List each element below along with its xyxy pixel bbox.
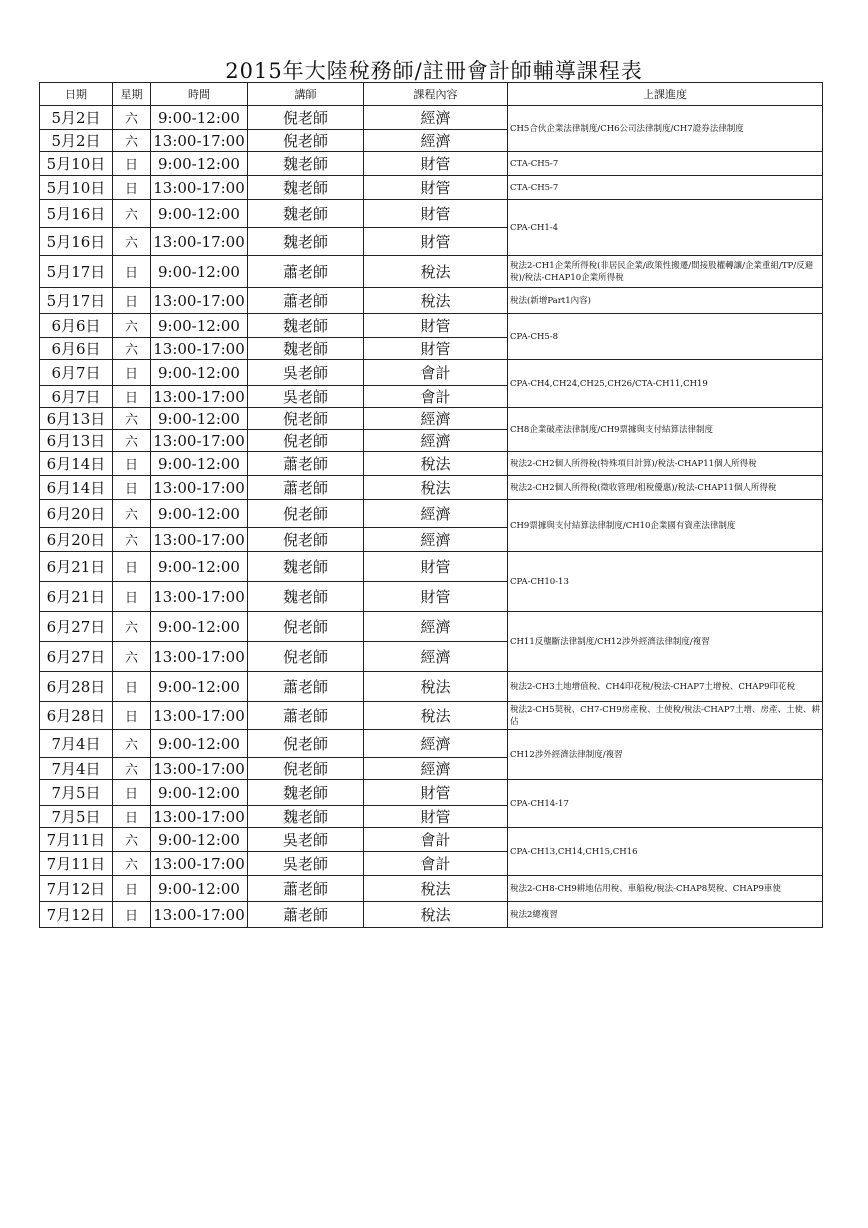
header-date: 日期 xyxy=(40,83,113,106)
time-cell: 9:00-12:00 xyxy=(151,672,248,702)
weekday-cell: 六 xyxy=(113,852,151,876)
date-cell: 5月10日 xyxy=(40,152,113,176)
time-cell: 13:00-17:00 xyxy=(151,130,248,152)
table-row xyxy=(40,106,823,130)
weekday-cell: 日 xyxy=(113,702,151,730)
weekday-cell: 日 xyxy=(113,876,151,902)
teacher-cell: 蕭老師 xyxy=(248,902,364,928)
date-cell: 6月6日 xyxy=(40,314,113,338)
time-cell: 9:00-12:00 xyxy=(151,780,248,806)
date-cell: 6月27日 xyxy=(40,642,113,672)
weekday-cell: 日 xyxy=(113,780,151,806)
header-time: 時間 xyxy=(151,83,248,106)
weekday-cell: 日 xyxy=(113,902,151,928)
date-cell: 5月2日 xyxy=(40,130,113,152)
weekday-cell: 六 xyxy=(113,314,151,338)
schedule-table xyxy=(39,82,823,928)
progress-cell: 稅法2-CH2個人所得稅(徵收管理/租稅優惠)/稅法-CHAP11個人所得稅 xyxy=(508,476,823,500)
time-cell: 9:00-12:00 xyxy=(151,552,248,582)
progress-cell: 稅法2-CH2個人所得稅(特殊項目計算)/稅法-CHAP11個人所得稅 xyxy=(508,452,823,476)
date-cell: 6月14日 xyxy=(40,452,113,476)
teacher-cell: 蕭老師 xyxy=(248,476,364,500)
teacher-cell: 倪老師 xyxy=(248,528,364,552)
course-cell: 稅法 xyxy=(364,288,508,314)
weekday-cell: 六 xyxy=(113,200,151,228)
course-cell: 財管 xyxy=(364,228,508,256)
course-cell: 會計 xyxy=(364,360,508,386)
time-cell: 9:00-12:00 xyxy=(151,452,248,476)
time-cell: 13:00-17:00 xyxy=(151,582,248,612)
teacher-cell: 倪老師 xyxy=(248,106,364,130)
teacher-cell: 魏老師 xyxy=(248,176,364,200)
course-cell: 財管 xyxy=(364,314,508,338)
time-cell: 13:00-17:00 xyxy=(151,702,248,730)
teacher-cell: 吳老師 xyxy=(248,828,364,852)
time-cell: 9:00-12:00 xyxy=(151,256,248,288)
weekday-cell: 日 xyxy=(113,476,151,500)
table-row xyxy=(40,452,823,476)
weekday-cell: 六 xyxy=(113,528,151,552)
table-row xyxy=(40,876,823,902)
date-cell: 6月21日 xyxy=(40,552,113,582)
weekday-cell: 日 xyxy=(113,672,151,702)
teacher-cell: 蕭老師 xyxy=(248,256,364,288)
weekday-cell: 六 xyxy=(113,758,151,780)
progress-cell: 稅法2-CH5契稅、CH7-CH9房產稅、土使稅/稅法-CHAP7土增、房產、土使、耕佔 xyxy=(508,702,823,730)
course-cell: 經濟 xyxy=(364,106,508,130)
time-cell: 9:00-12:00 xyxy=(151,612,248,642)
weekday-cell: 日 xyxy=(113,360,151,386)
date-cell: 7月12日 xyxy=(40,876,113,902)
teacher-cell: 倪老師 xyxy=(248,758,364,780)
weekday-cell: 六 xyxy=(113,106,151,130)
date-cell: 7月5日 xyxy=(40,806,113,828)
progress-cell: CH8企業破產法律制度/CH9票據與支付結算法律制度 xyxy=(508,408,823,452)
time-cell: 9:00-12:00 xyxy=(151,876,248,902)
date-cell: 5月2日 xyxy=(40,106,113,130)
time-cell: 9:00-12:00 xyxy=(151,828,248,852)
course-cell: 經濟 xyxy=(364,430,508,452)
teacher-cell: 蕭老師 xyxy=(248,288,364,314)
course-cell: 稅法 xyxy=(364,876,508,902)
table-row xyxy=(40,780,823,806)
course-cell: 經濟 xyxy=(364,408,508,430)
table-row xyxy=(40,612,823,642)
weekday-cell: 日 xyxy=(113,452,151,476)
table-row xyxy=(40,476,823,500)
progress-cell: CPA-CH14-17 xyxy=(508,780,823,828)
table-row xyxy=(40,256,823,288)
weekday-cell: 日 xyxy=(113,288,151,314)
teacher-cell: 魏老師 xyxy=(248,200,364,228)
header-row xyxy=(40,83,823,106)
page-title: 2015年大陸稅務師/註冊會計師輔導課程表 xyxy=(225,59,643,83)
table-row xyxy=(40,288,823,314)
table-row xyxy=(40,672,823,702)
date-cell: 6月7日 xyxy=(40,386,113,408)
course-cell: 財管 xyxy=(364,152,508,176)
course-cell: 稅法 xyxy=(364,702,508,730)
teacher-cell: 蕭老師 xyxy=(248,876,364,902)
time-cell: 13:00-17:00 xyxy=(151,288,248,314)
weekday-cell: 日 xyxy=(113,552,151,582)
time-cell: 9:00-12:00 xyxy=(151,360,248,386)
date-cell: 5月17日 xyxy=(40,256,113,288)
weekday-cell: 六 xyxy=(113,612,151,642)
teacher-cell: 蕭老師 xyxy=(248,452,364,476)
date-cell: 6月14日 xyxy=(40,476,113,500)
date-cell: 6月7日 xyxy=(40,360,113,386)
progress-cell: 稅法2總複習 xyxy=(508,902,823,928)
time-cell: 13:00-17:00 xyxy=(151,176,248,200)
progress-cell: CH9票據與支付結算法律制度/CH10企業國有資產法律制度 xyxy=(508,500,823,552)
weekday-cell: 日 xyxy=(113,386,151,408)
progress-cell: CPA-CH4,CH24,CH25,CH26/CTA-CH11,CH19 xyxy=(508,360,823,408)
date-cell: 6月13日 xyxy=(40,430,113,452)
teacher-cell: 倪老師 xyxy=(248,730,364,758)
progress-cell: CH12涉外經濟法律制度/複習 xyxy=(508,730,823,780)
date-cell: 5月16日 xyxy=(40,228,113,256)
progress-cell: CTA-CH5-7 xyxy=(508,176,823,200)
time-cell: 9:00-12:00 xyxy=(151,152,248,176)
table-row xyxy=(40,152,823,176)
time-cell: 9:00-12:00 xyxy=(151,200,248,228)
course-cell: 財管 xyxy=(364,780,508,806)
course-cell: 會計 xyxy=(364,852,508,876)
date-cell: 6月20日 xyxy=(40,500,113,528)
teacher-cell: 倪老師 xyxy=(248,408,364,430)
progress-cell: CPA-CH13,CH14,CH15,CH16 xyxy=(508,828,823,876)
date-cell: 6月21日 xyxy=(40,582,113,612)
time-cell: 9:00-12:00 xyxy=(151,106,248,130)
teacher-cell: 倪老師 xyxy=(248,430,364,452)
progress-cell: 稅法2-CH1企業所得稅(非居民企業/政策性搬遷/間接股權轉讓/企業重組/TP/反避稅)/稅法-CHAP10企業所得稅 xyxy=(508,256,823,288)
course-cell: 經濟 xyxy=(364,730,508,758)
time-cell: 13:00-17:00 xyxy=(151,852,248,876)
course-cell: 稅法 xyxy=(364,452,508,476)
date-cell: 5月10日 xyxy=(40,176,113,200)
teacher-cell: 魏老師 xyxy=(248,228,364,256)
time-cell: 13:00-17:00 xyxy=(151,902,248,928)
time-cell: 13:00-17:00 xyxy=(151,758,248,780)
course-cell: 稅法 xyxy=(364,476,508,500)
date-cell: 6月6日 xyxy=(40,338,113,360)
progress-cell: 稅法2-CH8-CH9耕地佔用稅、車船稅/稅法-CHAP8契稅、CHAP9車使 xyxy=(508,876,823,902)
header-weekday: 星期 xyxy=(113,83,151,106)
weekday-cell: 日 xyxy=(113,256,151,288)
progress-cell: CH11反壟斷法律制度/CH12涉外經濟法律制度/複習 xyxy=(508,612,823,672)
progress-cell: CH5合伙企業法律制度/CH6公司法律制度/CH7證券法律制度 xyxy=(508,106,823,152)
weekday-cell: 六 xyxy=(113,338,151,360)
table-row xyxy=(40,730,823,758)
table-row xyxy=(40,408,823,430)
time-cell: 9:00-12:00 xyxy=(151,408,248,430)
course-cell: 財管 xyxy=(364,176,508,200)
date-cell: 6月28日 xyxy=(40,702,113,730)
course-cell: 稅法 xyxy=(364,902,508,928)
table-row xyxy=(40,314,823,338)
course-cell: 經濟 xyxy=(364,130,508,152)
weekday-cell: 六 xyxy=(113,130,151,152)
course-cell: 經濟 xyxy=(364,500,508,528)
date-cell: 7月4日 xyxy=(40,758,113,780)
date-cell: 7月12日 xyxy=(40,902,113,928)
teacher-cell: 魏老師 xyxy=(248,338,364,360)
date-cell: 7月11日 xyxy=(40,852,113,876)
weekday-cell: 六 xyxy=(113,828,151,852)
time-cell: 13:00-17:00 xyxy=(151,528,248,552)
teacher-cell: 吳老師 xyxy=(248,386,364,408)
table-row xyxy=(40,552,823,582)
progress-cell: CPA-CH10-13 xyxy=(508,552,823,612)
course-cell: 會計 xyxy=(364,386,508,408)
time-cell: 9:00-12:00 xyxy=(151,500,248,528)
date-cell: 6月28日 xyxy=(40,672,113,702)
weekday-cell: 日 xyxy=(113,152,151,176)
header-progress: 上課進度 xyxy=(508,83,823,106)
weekday-cell: 六 xyxy=(113,430,151,452)
time-cell: 13:00-17:00 xyxy=(151,386,248,408)
table-row xyxy=(40,702,823,730)
header-course: 課程內容 xyxy=(364,83,508,106)
teacher-cell: 蕭老師 xyxy=(248,702,364,730)
course-cell: 經濟 xyxy=(364,642,508,672)
time-cell: 13:00-17:00 xyxy=(151,642,248,672)
progress-cell: 稅法(新增Part1內容) xyxy=(508,288,823,314)
teacher-cell: 蕭老師 xyxy=(248,672,364,702)
date-cell: 6月27日 xyxy=(40,612,113,642)
course-cell: 財管 xyxy=(364,582,508,612)
course-cell: 經濟 xyxy=(364,528,508,552)
time-cell: 9:00-12:00 xyxy=(151,314,248,338)
date-cell: 7月4日 xyxy=(40,730,113,758)
date-cell: 6月20日 xyxy=(40,528,113,552)
teacher-cell: 倪老師 xyxy=(248,642,364,672)
table-row xyxy=(40,902,823,928)
teacher-cell: 魏老師 xyxy=(248,314,364,338)
teacher-cell: 倪老師 xyxy=(248,500,364,528)
date-cell: 5月16日 xyxy=(40,200,113,228)
course-cell: 稅法 xyxy=(364,672,508,702)
weekday-cell: 六 xyxy=(113,642,151,672)
progress-cell: CTA-CH5-7 xyxy=(508,152,823,176)
schedule-body xyxy=(40,106,823,928)
teacher-cell: 魏老師 xyxy=(248,552,364,582)
weekday-cell: 六 xyxy=(113,408,151,430)
weekday-cell: 六 xyxy=(113,228,151,256)
weekday-cell: 六 xyxy=(113,730,151,758)
weekday-cell: 日 xyxy=(113,806,151,828)
table-row xyxy=(40,360,823,386)
table-row xyxy=(40,500,823,528)
date-cell: 7月5日 xyxy=(40,780,113,806)
course-cell: 財管 xyxy=(364,552,508,582)
course-cell: 財管 xyxy=(364,806,508,828)
weekday-cell: 六 xyxy=(113,500,151,528)
course-cell: 會計 xyxy=(364,828,508,852)
teacher-cell: 倪老師 xyxy=(248,130,364,152)
time-cell: 13:00-17:00 xyxy=(151,228,248,256)
progress-cell: CPA-CH1-4 xyxy=(508,200,823,256)
header-teacher: 講師 xyxy=(248,83,364,106)
teacher-cell: 魏老師 xyxy=(248,780,364,806)
table-row xyxy=(40,200,823,228)
time-cell: 13:00-17:00 xyxy=(151,806,248,828)
teacher-cell: 魏老師 xyxy=(248,152,364,176)
teacher-cell: 倪老師 xyxy=(248,612,364,642)
course-cell: 稅法 xyxy=(364,256,508,288)
progress-cell: CPA-CH5-8 xyxy=(508,314,823,360)
time-cell: 13:00-17:00 xyxy=(151,476,248,500)
course-cell: 經濟 xyxy=(364,758,508,780)
teacher-cell: 魏老師 xyxy=(248,806,364,828)
time-cell: 13:00-17:00 xyxy=(151,338,248,360)
date-cell: 6月13日 xyxy=(40,408,113,430)
time-cell: 13:00-17:00 xyxy=(151,430,248,452)
teacher-cell: 吳老師 xyxy=(248,360,364,386)
teacher-cell: 吳老師 xyxy=(248,852,364,876)
course-cell: 財管 xyxy=(364,200,508,228)
progress-cell: 稅法2-CH3土地增值稅、CH4印花稅/稅法-CHAP7土增稅、CHAP9印花稅 xyxy=(508,672,823,702)
date-cell: 5月17日 xyxy=(40,288,113,314)
table-row xyxy=(40,828,823,852)
course-cell: 財管 xyxy=(364,338,508,360)
date-cell: 7月11日 xyxy=(40,828,113,852)
weekday-cell: 日 xyxy=(113,582,151,612)
teacher-cell: 魏老師 xyxy=(248,582,364,612)
table-row xyxy=(40,176,823,200)
time-cell: 9:00-12:00 xyxy=(151,730,248,758)
weekday-cell: 日 xyxy=(113,176,151,200)
course-cell: 經濟 xyxy=(364,612,508,642)
